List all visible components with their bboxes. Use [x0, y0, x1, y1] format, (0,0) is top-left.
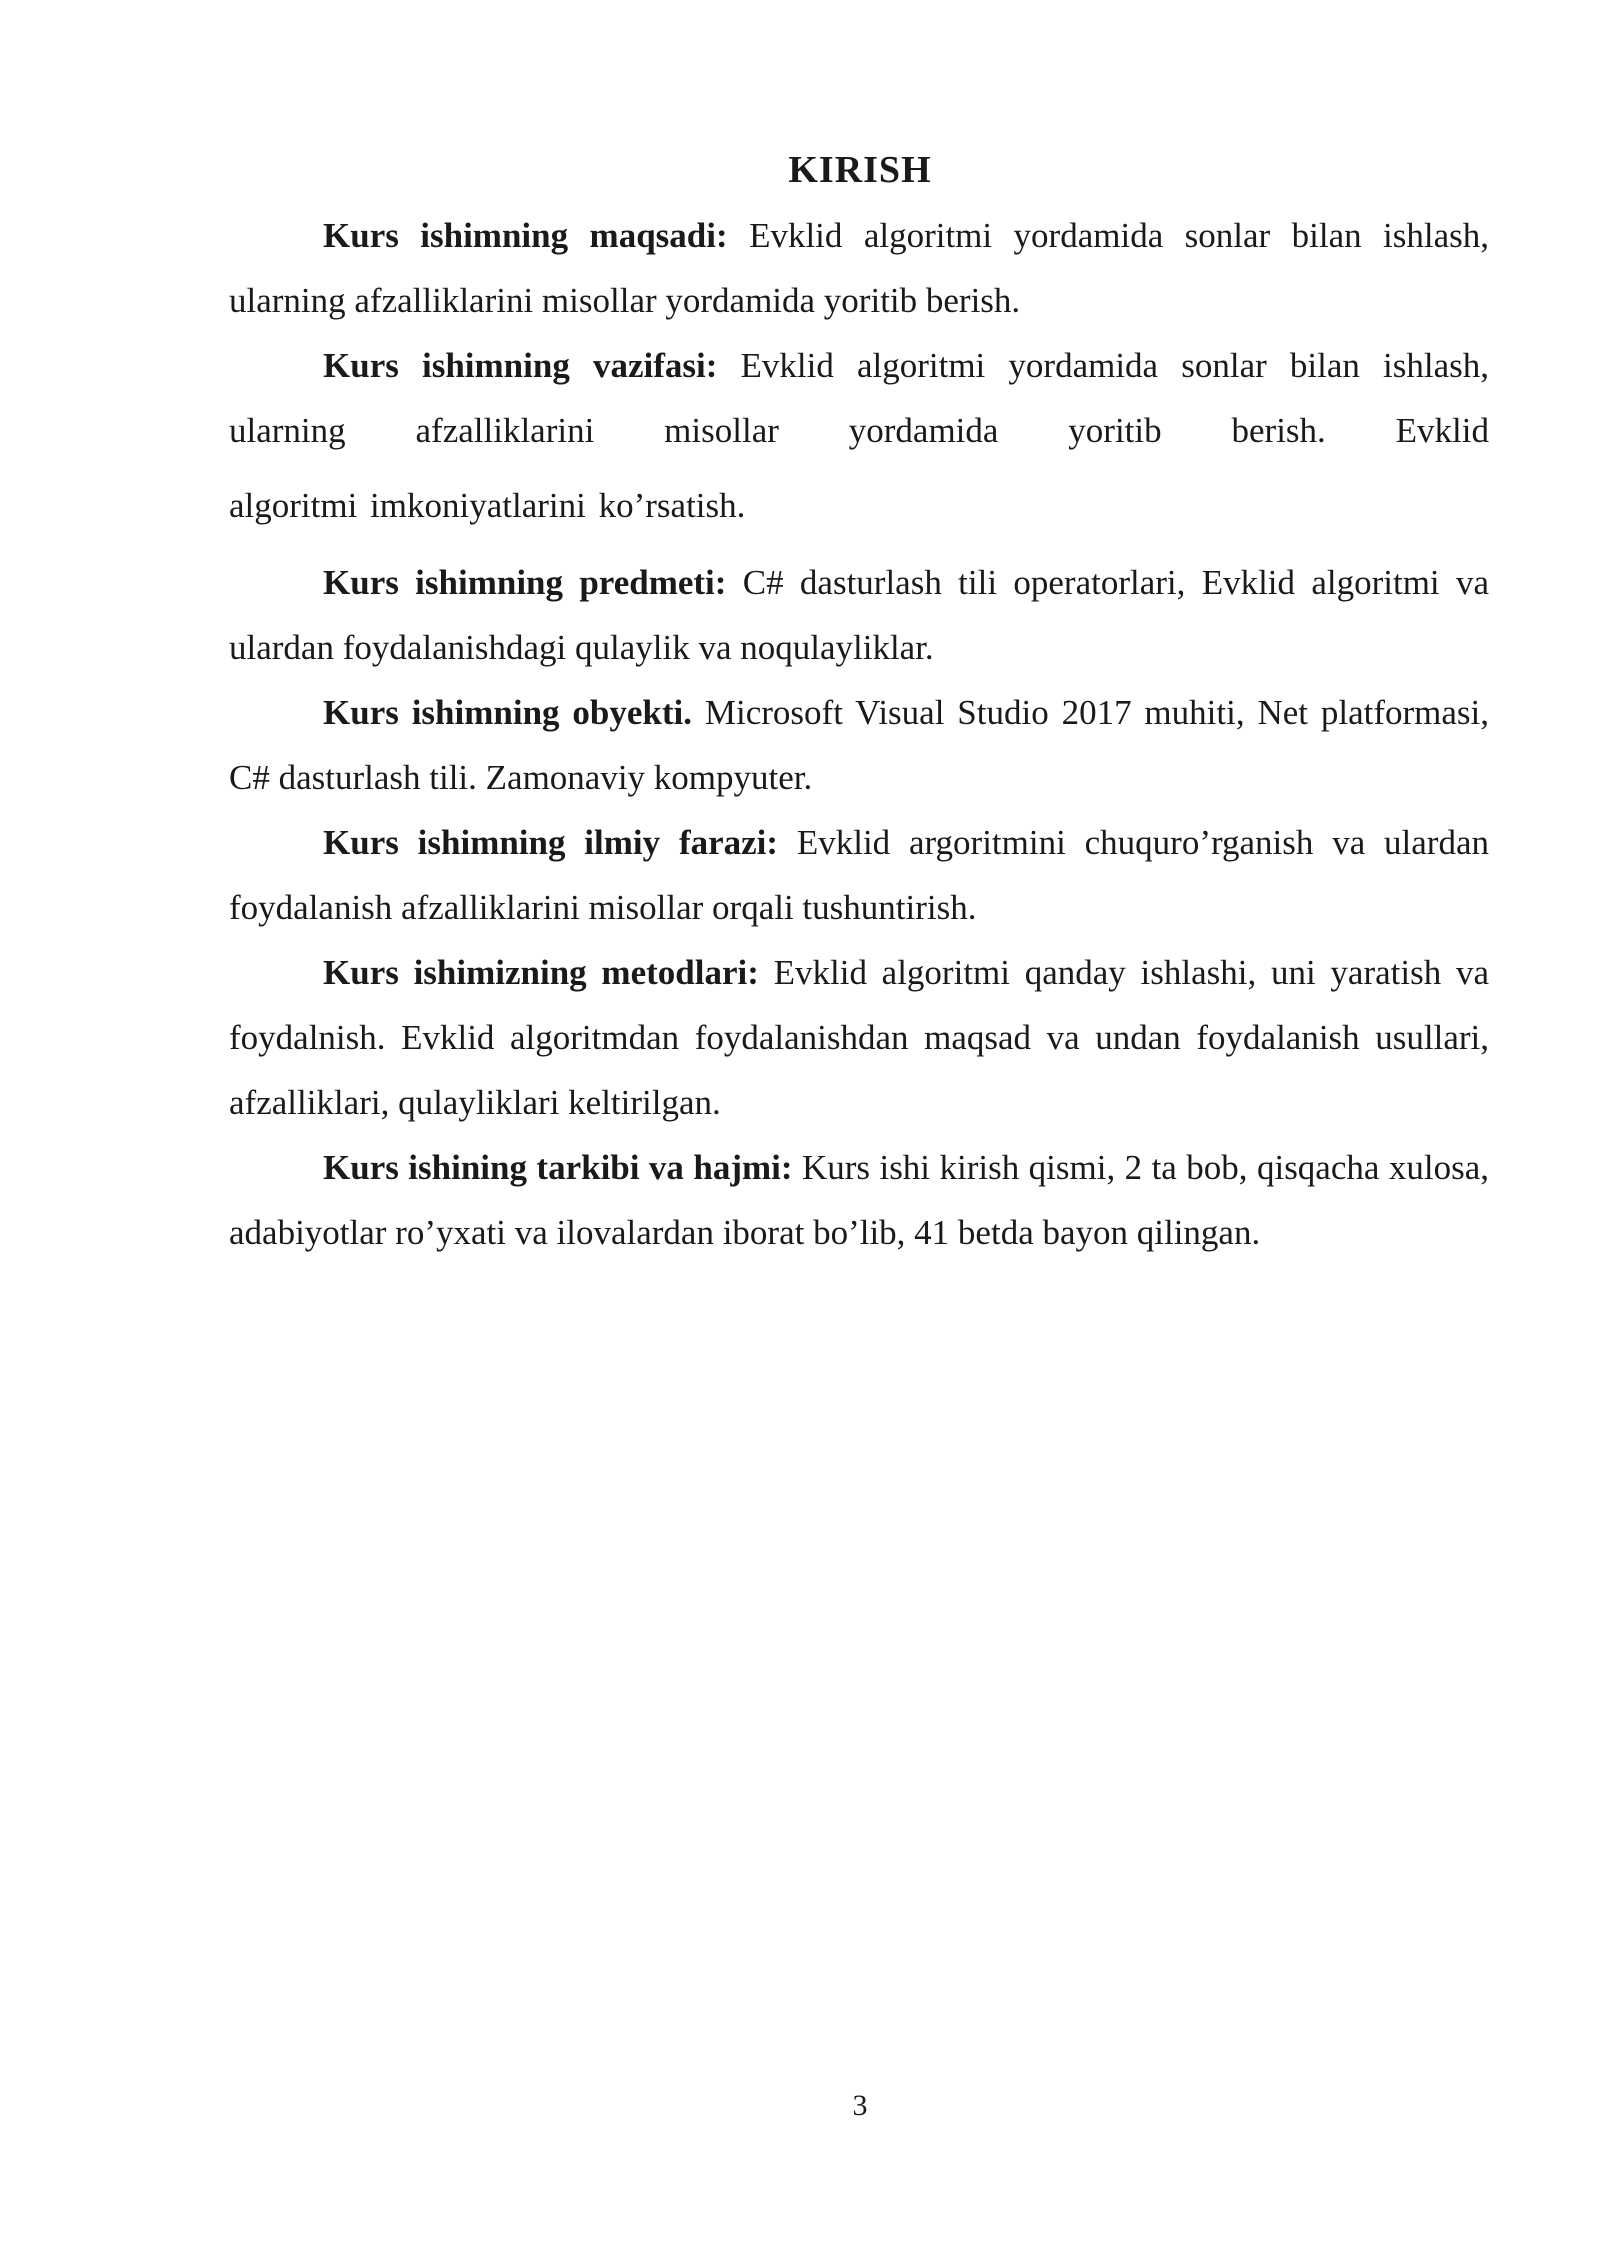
paragraph-lead: Kurs ishimizning metodlari: [323, 953, 759, 992]
paragraph-predmeti [229, 550, 1489, 680]
paragraph-vazifasi [229, 333, 1489, 463]
paragraph-maqsadi [229, 203, 1489, 333]
paragraph-tarkibi [229, 1135, 1489, 1265]
paragraph-metodlari [229, 940, 1489, 1135]
paragraph-lead: Kurs ishimning predmeti: [323, 563, 727, 602]
paragraph-obyekti [229, 680, 1489, 810]
page-number: 3 [852, 2089, 868, 2122]
paragraph-text: Microsoft Visual Studio 2017 muhiti, Net platformasi, C# dasturlash tili. Zamonaviy kompyuter. [229, 693, 1489, 797]
paragraph-lead: Kurs ishining tarkibi va hajmi: [323, 1148, 793, 1187]
paragraph-text: Evklid algoritmi qanday ishlashi, uni yaratish va foydalnish. Evklid algoritmdan foydalanishdan maqsad va undan foydalanish usullari, afzalliklari, qulayliklari keltirilgan. [229, 953, 1489, 1122]
paragraph-lead: Kurs ishimning maqsadi: [323, 216, 728, 255]
paragraph-ilmiy-farazi [229, 810, 1489, 940]
paragraph-text: Evklid algoritmi yordamida sonlar bilan ishlash, ularning afzalliklarini misollar yordamida yoritib berish. Evklid [229, 346, 1489, 450]
paragraph-text: C# dasturlash tili operatorlari, Evklid algoritmi va ulardan foydalanishdagi qulaylik va noqulayliklar. [229, 563, 1490, 667]
paragraph-lead: Kurs ishimning obyekti. [323, 693, 693, 732]
paragraph-vazifasi-continuation: algoritmi imkoniyatlarini ko’rsatish. [229, 486, 746, 525]
paragraph-lead: Kurs ishimning vazifasi: [323, 346, 718, 385]
body-text [229, 203, 1489, 1265]
paragraph-lead: Kurs ishimning ilmiy farazi: [323, 823, 779, 862]
paragraph-text: Evklid argoritmini chuquro’rganish va ulardan foydalanish afzalliklarini misollar orqali tushuntirish. [229, 823, 1489, 927]
page-title: KIRISH [788, 149, 932, 191]
paragraph-text: Kurs ishi kirish qismi, 2 ta bob, qisqacha xulosa, adabiyotlar ro’yxati va ilovalardan iborat bo’lib, 41 betda bayon qilingan. [229, 1148, 1489, 1252]
paragraph-text: Evklid algoritmi yordamida sonlar bilan ishlash, ularning afzalliklarini misollar yordamida yoritib berish. [229, 216, 1489, 320]
